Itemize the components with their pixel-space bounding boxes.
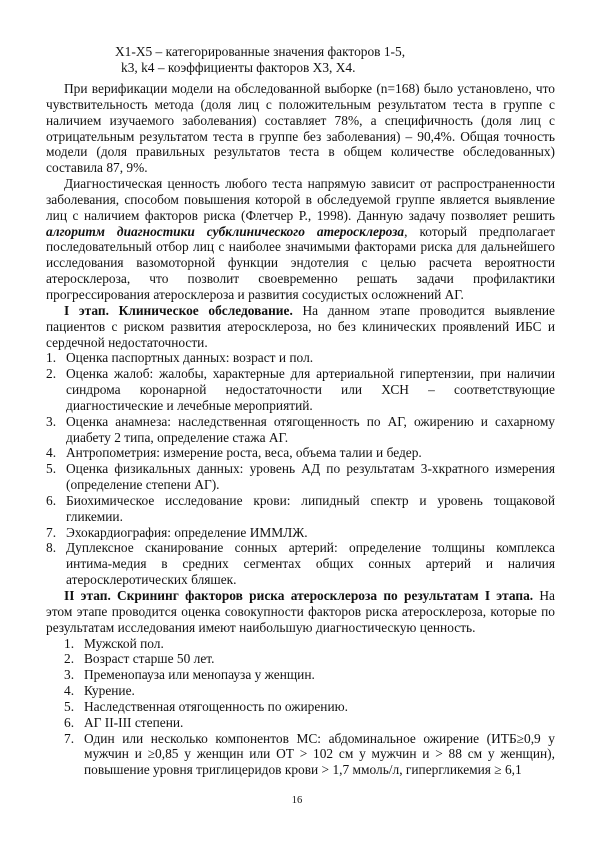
- item-number: 2.: [64, 651, 75, 667]
- item-number: 2.: [46, 366, 57, 382]
- item-number: 1.: [64, 635, 75, 651]
- list-item: [46, 366, 555, 414]
- list-item: [46, 683, 555, 699]
- stage-1-text: На данном этапе проводится выявление пациентов с риском развития атеросклероза, но без клинических проявлений ИБС и сердечной недостаточности.: [46, 302, 555, 350]
- item-number: 5.: [46, 461, 57, 477]
- item-text: Оценка паспортных данных: возраст и пол.: [66, 350, 314, 366]
- item-number: 6.: [64, 714, 75, 730]
- item-text: Мужской пол.: [84, 635, 164, 651]
- algorithm-emphasis: алгоритм диагностики субклинического атеросклероза: [46, 223, 405, 239]
- definition-x: X1-X5 – категорированные значения факторов 1-5,: [115, 44, 406, 59]
- list-item: [46, 715, 555, 731]
- item-text: Эхокардиография: определение ИММЛЖ.: [66, 524, 308, 540]
- list-item: [46, 525, 555, 541]
- list-item: [46, 493, 555, 525]
- item-number: 5.: [64, 698, 75, 714]
- stage-1-title: I этап. Клиническое обследование.: [64, 302, 293, 318]
- list-item: [46, 699, 555, 715]
- item-number: 1.: [46, 350, 57, 366]
- list-item: [46, 350, 555, 366]
- list-item: [46, 414, 555, 446]
- item-number: 7.: [46, 524, 57, 540]
- definition-k: k3, k4 – коэффициенты факторов X3, X4.: [121, 59, 356, 75]
- item-text: Биохимическое исследование крови: липидный спектр и уровень тощаковой гликемии.: [66, 492, 555, 524]
- list-item: [46, 636, 555, 652]
- item-number: 3.: [46, 413, 57, 429]
- list-item: [46, 540, 555, 588]
- paragraph-diagnostic-value: [46, 176, 555, 303]
- item-text: Пременопауза или менопауза у женщин.: [84, 667, 315, 683]
- item-number: 4.: [64, 683, 75, 699]
- list-item: [46, 667, 555, 683]
- paragraph-text: , который предполагает последовательный отбор лиц с наиболее значимыми факторами риска для дальнейшего исследования вазомоторной функции эндотелия с целью расчета вероятности атеросклероза, что позволит своевременно решать задачи профилактики прогрессирования атеросклероза и развития сосудистых осложнений АГ.: [46, 223, 555, 302]
- item-number: 4.: [46, 445, 57, 461]
- item-number: 8.: [46, 540, 57, 556]
- item-text: Оценка физикальных данных: уровень АД по результатам 3-хкратного измерения (определение степени АГ).: [66, 461, 555, 493]
- stage-1-list: [46, 350, 555, 588]
- item-text: Возраст старше 50 лет.: [84, 651, 215, 667]
- list-item: [46, 731, 555, 779]
- stage-2-list: [46, 636, 555, 779]
- item-number: 3.: [64, 667, 75, 683]
- item-text: Курение.: [84, 683, 135, 699]
- item-text: Один или несколько компонентов МС: абдоминальное ожирение (ИТБ≥0,9 у мужчин и ≥0,85 у женщин или ОТ > 102 см у мужчин и > 88 см у женщин), повышение уровня триглицеридов крови > 1,7 ммоль/л, гипергликемия ≥ 6,1: [84, 730, 555, 778]
- item-number: 7.: [64, 730, 75, 746]
- item-text: Дуплексное сканирование сонных артерий: определение толщины комплекса интима-медия в средних сегментах общих сонных артерий и наличия атеросклеротических бляшек.: [66, 540, 555, 588]
- item-text: АГ II-III степени.: [84, 714, 184, 730]
- stage-2-text: На этом этапе проводится оценка совокупности факторов риска атеросклероза, которые по результатам исследования имеют наибольшую диагностическую ценность.: [46, 588, 555, 635]
- paragraph-text: Диагностическая ценность любого теста напрямую зависит от распространенности заболевания, способом повышения которой в обследуемой группе является выявление лиц с наличием факторов риска (Флетчер Р., 1998). Данную задачу позволяет решить: [46, 176, 555, 223]
- item-text: Оценка жалоб: жалобы, характерные для артериальной гипертензии, при наличии синдрома коронарной недостаточности или ХСН – соответствующие диагностические и лечебные мероприятий.: [66, 366, 555, 413]
- list-item: [46, 445, 555, 461]
- stage-2-title: II этап. Скрининг факторов риска атеросклероза по результатам I этапа.: [64, 588, 534, 603]
- document-body: [46, 81, 555, 778]
- factor-definitions: [115, 44, 555, 76]
- list-item: [46, 461, 555, 493]
- item-number: 6.: [46, 492, 57, 508]
- item-text: Антропометрия: измерение роста, веса, объема талии и бедер.: [66, 445, 422, 461]
- stage-1-intro: [46, 303, 555, 351]
- page-number: 16: [291, 795, 303, 806]
- item-text: Оценка анамнеза: наследственная отягощенность по АГ, ожирению и сахарному диабету 2 типа, определение стажа АГ.: [66, 413, 555, 445]
- stage-2-intro: [46, 588, 555, 636]
- list-item: [46, 651, 555, 667]
- paragraph-verification: При верификации модели на обследованной выборке (n=168) было установлено, что чувствительность метода (доля лиц с положительным результатом теста в группе с наличием изучаемого заболевания) составляет 78%, а специфичность (доля лиц с отрицательным результатом теста в группе без заболевания) – 90,4%. Общая точность модели (доля правильных результатов теста в общем количестве обследованных) составила 87, 9%.: [46, 81, 555, 176]
- item-text: Наследственная отягощенность по ожирению.: [84, 698, 348, 714]
